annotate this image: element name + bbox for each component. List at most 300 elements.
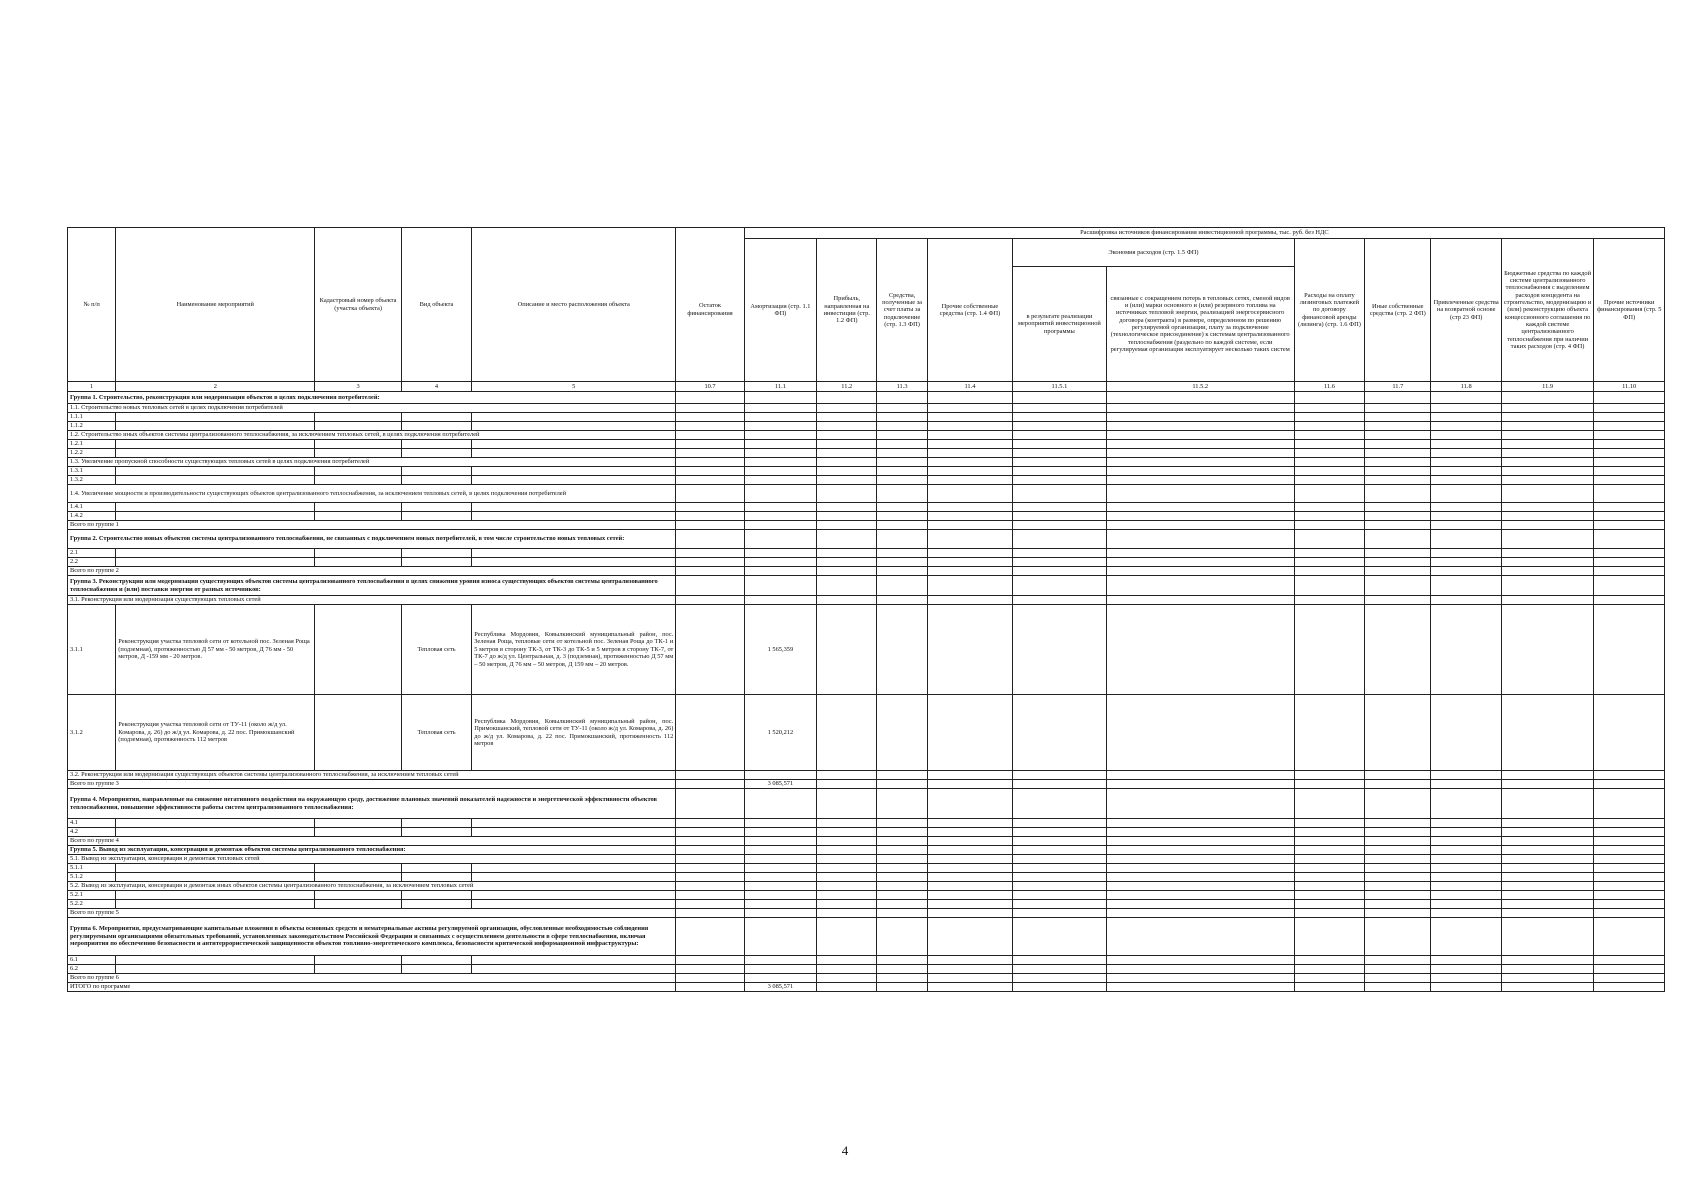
empty-cell (744, 392, 816, 404)
header-cadastral: Кадастровый номер объекта (участка объекта) (315, 228, 401, 382)
empty-cell (817, 828, 877, 837)
row-num: 1.3.1 (68, 467, 116, 476)
empty-cell (116, 828, 315, 837)
empty-cell (116, 891, 315, 900)
empty-cell (1431, 431, 1501, 440)
empty-cell (1106, 485, 1294, 503)
empty-cell (472, 467, 676, 476)
empty-cell (676, 909, 744, 918)
subgroup-title: 1.4. Увеличение мощности и производительности существующих объектов централизованного теплоснабжения, за исключением тепловых сетей, в целях подключения потребителей (68, 485, 676, 503)
row-num: 5.2.1 (68, 891, 116, 900)
empty-cell (676, 440, 744, 449)
empty-cell (1294, 476, 1364, 485)
empty-cell (315, 873, 401, 882)
empty-cell (817, 476, 877, 485)
empty-cell (315, 503, 401, 512)
empty-cell (877, 485, 927, 503)
empty-cell (315, 440, 401, 449)
empty-cell (1501, 983, 1594, 992)
empty-cell (1365, 974, 1431, 983)
empty-cell (1365, 956, 1431, 965)
empty-cell (116, 449, 315, 458)
group-row (68, 392, 1665, 404)
empty-cell (1501, 873, 1594, 882)
empty-cell (1431, 458, 1501, 467)
empty-cell (1013, 605, 1107, 695)
row-num: 1.4.1 (68, 503, 116, 512)
header-11-1: Амортизация (стр. 1.1 ФП) (744, 239, 816, 382)
empty-cell (1013, 828, 1107, 837)
empty-cell (676, 956, 744, 965)
empty-cell (1013, 918, 1107, 956)
empty-cell (1594, 695, 1665, 771)
empty-cell (1294, 695, 1364, 771)
subtotal-label: Всего по группе 6 (68, 974, 676, 983)
empty-cell (744, 819, 816, 828)
empty-cell (1365, 909, 1431, 918)
empty-cell (1013, 965, 1107, 974)
subgroup-row (68, 771, 1665, 780)
table-row (68, 819, 1665, 828)
empty-cell (744, 440, 816, 449)
empty-cell (1431, 567, 1501, 576)
empty-cell (1106, 530, 1294, 549)
table-row (68, 900, 1665, 909)
empty-cell (1013, 576, 1107, 596)
empty-cell (817, 864, 877, 873)
empty-cell (472, 512, 676, 521)
empty-cell (1501, 458, 1594, 467)
empty-cell (1294, 983, 1364, 992)
empty-cell (1106, 605, 1294, 695)
empty-cell (744, 864, 816, 873)
empty-cell (1365, 449, 1431, 458)
empty-cell (817, 567, 877, 576)
empty-cell (817, 780, 877, 789)
empty-cell (1431, 605, 1501, 695)
empty-cell (676, 873, 744, 882)
empty-cell (1106, 891, 1294, 900)
empty-cell (1294, 404, 1364, 413)
empty-cell (472, 956, 676, 965)
empty-cell (744, 789, 816, 819)
amortization-total: 3 085,571 (744, 983, 816, 992)
table-row (68, 449, 1665, 458)
empty-cell (1431, 837, 1501, 846)
empty-cell (1294, 965, 1364, 974)
empty-cell (1294, 855, 1364, 864)
empty-cell (1594, 422, 1665, 431)
empty-cell (676, 882, 744, 891)
empty-cell (472, 864, 676, 873)
empty-cell (1106, 521, 1294, 530)
empty-cell (676, 485, 744, 503)
empty-cell (1594, 431, 1665, 440)
empty-cell (1294, 467, 1364, 476)
empty-cell (401, 440, 471, 449)
empty-cell (1294, 956, 1364, 965)
colnum: 11.5.2 (1106, 382, 1294, 392)
subtotal-label: Всего по группе 3 (68, 780, 676, 789)
row-num: 1.4.2 (68, 512, 116, 521)
subtotal-row (68, 521, 1665, 530)
row-num: 2.2 (68, 558, 116, 567)
empty-cell (1431, 485, 1501, 503)
group-title: Группа 4. Мероприятия, направленные на снижение негативного воздействия на окружающую среду, достижение плановых значений показателей надежности и энергетической эффективности объектов теплоснабжения, повышение эффективности работы систем централизованного теплоснабжения: (68, 789, 676, 819)
row-num: 6.2 (68, 965, 116, 974)
empty-cell (401, 558, 471, 567)
empty-cell (927, 503, 1012, 512)
empty-cell (401, 467, 471, 476)
table-row (68, 503, 1665, 512)
empty-cell (744, 512, 816, 521)
empty-cell (1431, 828, 1501, 837)
empty-cell (116, 558, 315, 567)
empty-cell (1013, 458, 1107, 467)
empty-cell (1013, 476, 1107, 485)
empty-cell (877, 983, 927, 992)
empty-cell (1594, 891, 1665, 900)
empty-cell (1294, 918, 1364, 956)
empty-cell (116, 864, 315, 873)
row-num: 5.1.1 (68, 864, 116, 873)
row-num: 3.1.2 (68, 695, 116, 771)
empty-cell (1501, 828, 1594, 837)
empty-cell (817, 558, 877, 567)
empty-cell (1106, 780, 1294, 789)
empty-cell (1594, 392, 1665, 404)
empty-cell (676, 855, 744, 864)
empty-cell (1594, 596, 1665, 605)
colnum: 5 (472, 382, 676, 392)
empty-cell (315, 819, 401, 828)
empty-cell (1594, 467, 1665, 476)
empty-cell (1013, 485, 1107, 503)
empty-cell (116, 476, 315, 485)
empty-cell (927, 956, 1012, 965)
cadastral-number (315, 605, 401, 695)
empty-cell (1594, 567, 1665, 576)
empty-cell (1106, 918, 1294, 956)
object-kind: Тепловая сеть (401, 695, 471, 771)
empty-cell (1501, 422, 1594, 431)
colnum: 11.8 (1431, 382, 1501, 392)
empty-cell (1431, 873, 1501, 882)
empty-cell (877, 819, 927, 828)
empty-cell (401, 956, 471, 965)
group-title: Группа 5. Вывод из эксплуатации, консервация и демонтаж объектов системы централизованного теплоснабжения: (68, 846, 676, 855)
empty-cell (877, 392, 927, 404)
empty-cell (1431, 596, 1501, 605)
empty-cell (676, 771, 744, 780)
empty-cell (116, 900, 315, 909)
cadastral-number (315, 695, 401, 771)
empty-cell (744, 846, 816, 855)
empty-cell (1501, 789, 1594, 819)
colnum: 11.4 (927, 382, 1012, 392)
empty-cell (817, 422, 877, 431)
empty-cell (1431, 891, 1501, 900)
empty-cell (315, 413, 401, 422)
empty-cell (744, 855, 816, 864)
empty-cell (877, 695, 927, 771)
empty-cell (817, 549, 877, 558)
empty-cell (1106, 431, 1294, 440)
empty-cell (927, 596, 1012, 605)
empty-cell (1501, 695, 1594, 771)
empty-cell (1106, 392, 1294, 404)
empty-cell (1594, 780, 1665, 789)
empty-cell (1501, 485, 1594, 503)
empty-cell (1294, 846, 1364, 855)
empty-cell (817, 900, 877, 909)
empty-cell (315, 965, 401, 974)
empty-cell (116, 422, 315, 431)
empty-cell (1594, 440, 1665, 449)
empty-cell (1501, 576, 1594, 596)
empty-cell (1294, 392, 1364, 404)
empty-cell (1013, 440, 1107, 449)
empty-cell (817, 596, 877, 605)
empty-cell (744, 530, 816, 549)
empty-cell (744, 422, 816, 431)
empty-cell (1294, 900, 1364, 909)
empty-cell (1594, 855, 1665, 864)
header-num: № п/п (68, 228, 116, 382)
subtotal-row (68, 837, 1665, 846)
empty-cell (1365, 771, 1431, 780)
table-row (68, 440, 1665, 449)
empty-cell (927, 864, 1012, 873)
empty-cell (315, 476, 401, 485)
empty-cell (877, 828, 927, 837)
empty-cell (744, 567, 816, 576)
colnum: 11.5.1 (1013, 382, 1107, 392)
empty-cell (1365, 467, 1431, 476)
empty-cell (1594, 956, 1665, 965)
empty-cell (877, 576, 927, 596)
empty-cell (1365, 440, 1431, 449)
subgroup-row (68, 404, 1665, 413)
empty-cell (676, 503, 744, 512)
subgroup-title: 1.3. Увеличение пропускной способности существующих тепловых сетей в целях подключения потребителей (68, 458, 676, 467)
subtotal-row (68, 909, 1665, 918)
subgroup-row (68, 431, 1665, 440)
subtotal-label: ИТОГО по программе (68, 983, 676, 992)
empty-cell (116, 819, 315, 828)
empty-cell (927, 521, 1012, 530)
empty-cell (927, 846, 1012, 855)
empty-cell (1431, 558, 1501, 567)
empty-cell (877, 965, 927, 974)
empty-cell (1294, 558, 1364, 567)
empty-cell (744, 873, 816, 882)
empty-cell (817, 819, 877, 828)
empty-cell (1013, 909, 1107, 918)
empty-cell (1106, 965, 1294, 974)
empty-cell (676, 558, 744, 567)
empty-cell (817, 918, 877, 956)
empty-cell (1501, 855, 1594, 864)
empty-cell (817, 521, 877, 530)
empty-cell (1365, 837, 1431, 846)
empty-cell (1431, 882, 1501, 891)
empty-cell (1013, 413, 1107, 422)
empty-cell (1501, 918, 1594, 956)
subtotal-row (68, 974, 1665, 983)
empty-cell (1013, 789, 1107, 819)
group-title: Группа 1. Строительство, реконструкция или модернизация объектов в целях подключения потребителей: (68, 392, 676, 404)
empty-cell (315, 467, 401, 476)
empty-cell (1501, 891, 1594, 900)
empty-cell (1106, 576, 1294, 596)
empty-cell (744, 458, 816, 467)
empty-cell (1106, 956, 1294, 965)
empty-cell (1501, 846, 1594, 855)
empty-cell (116, 512, 315, 521)
empty-cell (676, 576, 744, 596)
empty-cell (817, 855, 877, 864)
empty-cell (927, 891, 1012, 900)
empty-cell (472, 503, 676, 512)
empty-cell (116, 413, 315, 422)
empty-cell (1365, 392, 1431, 404)
colnum: 10.7 (676, 382, 744, 392)
empty-cell (676, 422, 744, 431)
empty-cell (1431, 855, 1501, 864)
empty-cell (1431, 771, 1501, 780)
empty-cell (1594, 605, 1665, 695)
empty-cell (1594, 789, 1665, 819)
empty-cell (676, 521, 744, 530)
empty-cell (877, 440, 927, 449)
empty-cell (877, 605, 927, 695)
empty-cell (1106, 771, 1294, 780)
amortization-value: 1 520,212 (744, 695, 816, 771)
empty-cell (472, 965, 676, 974)
row-num: 3.1.1 (68, 605, 116, 695)
empty-cell (1594, 974, 1665, 983)
empty-cell (1013, 521, 1107, 530)
empty-cell (1431, 819, 1501, 828)
row-num: 1.1.1 (68, 413, 116, 422)
empty-cell (1431, 983, 1501, 992)
subgroup-title: 3.2. Реконструкция или модернизация существующих объектов системы централизованного теплоснабжения, за исключением тепловых сетей (68, 771, 676, 780)
empty-cell (1106, 864, 1294, 873)
empty-cell (1365, 458, 1431, 467)
subgroup-row (68, 882, 1665, 891)
empty-cell (817, 413, 877, 422)
empty-cell (472, 819, 676, 828)
header-ostatok: Остаток финансирования (676, 239, 744, 382)
header-11-6: Расходы на оплату лизинговых платежей по договору финансовой аренды (лизинга) (стр. 1.6 ФП) (1294, 239, 1364, 382)
empty-cell (1365, 413, 1431, 422)
empty-cell (877, 449, 927, 458)
empty-cell (1106, 512, 1294, 521)
empty-cell (1501, 567, 1594, 576)
colnum: 11.9 (1501, 382, 1594, 392)
empty-cell (927, 404, 1012, 413)
table-row (68, 864, 1665, 873)
empty-cell (927, 974, 1012, 983)
table-row (68, 413, 1665, 422)
empty-cell (1594, 512, 1665, 521)
page-number: 4 (841, 1143, 849, 1158)
empty-cell (927, 422, 1012, 431)
empty-cell (817, 695, 877, 771)
empty-cell (1431, 449, 1501, 458)
empty-cell (1294, 974, 1364, 983)
empty-cell (817, 512, 877, 521)
empty-cell (1501, 392, 1594, 404)
empty-cell (877, 512, 927, 521)
measure-name: Реконструкция участка тепловой сети от котельной пос. Зеленая Роща (подземная), протяженностью Д 57 мм - 50 метров, Д 76 мм - 50 метров, Д -159 мм - 20 метров. (116, 605, 315, 695)
empty-cell (401, 422, 471, 431)
empty-cell (676, 476, 744, 485)
empty-cell (315, 891, 401, 900)
empty-cell (877, 882, 927, 891)
header-11-4: Прочие собственные средства (стр. 1.4 ФП) (927, 239, 1012, 382)
empty-cell (927, 605, 1012, 695)
empty-cell (401, 873, 471, 882)
empty-cell (877, 864, 927, 873)
empty-cell (927, 983, 1012, 992)
empty-cell (1431, 440, 1501, 449)
empty-cell (1365, 882, 1431, 891)
empty-cell (1501, 864, 1594, 873)
object-description: Республика Мордовия, Ковылкинский муниципальный район, пос. Примокшанский, тепловой сети от ТУ-11 (около ж/д ул. Комарова, д. 26) до ж/д ул. Комарова, д. 22 пос. Примокшанский, протяженность 112 метров (472, 695, 676, 771)
row-num: 1.2.1 (68, 440, 116, 449)
empty-cell (877, 956, 927, 965)
empty-cell (877, 891, 927, 900)
amortization-total: 3 085,571 (744, 780, 816, 789)
empty-cell (1106, 789, 1294, 819)
empty-cell (1431, 909, 1501, 918)
empty-cell (817, 392, 877, 404)
empty-cell (1294, 882, 1364, 891)
empty-cell (1365, 476, 1431, 485)
empty-cell (1013, 956, 1107, 965)
empty-cell (1106, 873, 1294, 882)
empty-cell (1013, 855, 1107, 864)
empty-cell (676, 695, 744, 771)
empty-cell (1594, 413, 1665, 422)
table-row (68, 422, 1665, 431)
empty-cell (744, 771, 816, 780)
empty-cell (1294, 485, 1364, 503)
empty-cell (1294, 605, 1364, 695)
empty-cell (1501, 882, 1594, 891)
empty-cell (1365, 605, 1431, 695)
empty-cell (1365, 431, 1431, 440)
empty-cell (1365, 855, 1431, 864)
empty-cell (472, 900, 676, 909)
group-row (68, 846, 1665, 855)
table-row (68, 512, 1665, 521)
empty-cell (744, 413, 816, 422)
empty-cell (817, 530, 877, 549)
empty-cell (472, 449, 676, 458)
empty-cell (1013, 873, 1107, 882)
empty-cell (927, 530, 1012, 549)
empty-cell (744, 431, 816, 440)
empty-cell (1594, 503, 1665, 512)
group-title: Группа 6. Мероприятия, предусматривающие капитальные вложения в объекты основных средств и нематериальные активы регулируемой организации, обусловленные необходимостью соблюдения регулируемыми организациями обязательных требований, установленных законодательством Российской Федерации и связанных с осуществлением деятельности в сфере теплоснабжения, включая мероприятия по обеспечению безопасности и антитеррористической защищенности объектов топливно-энергетического комплекса, безопасности критической информационной инфраструктуры: (68, 918, 676, 956)
empty-cell (1431, 404, 1501, 413)
empty-cell (676, 567, 744, 576)
empty-cell (744, 909, 816, 918)
empty-cell (744, 549, 816, 558)
